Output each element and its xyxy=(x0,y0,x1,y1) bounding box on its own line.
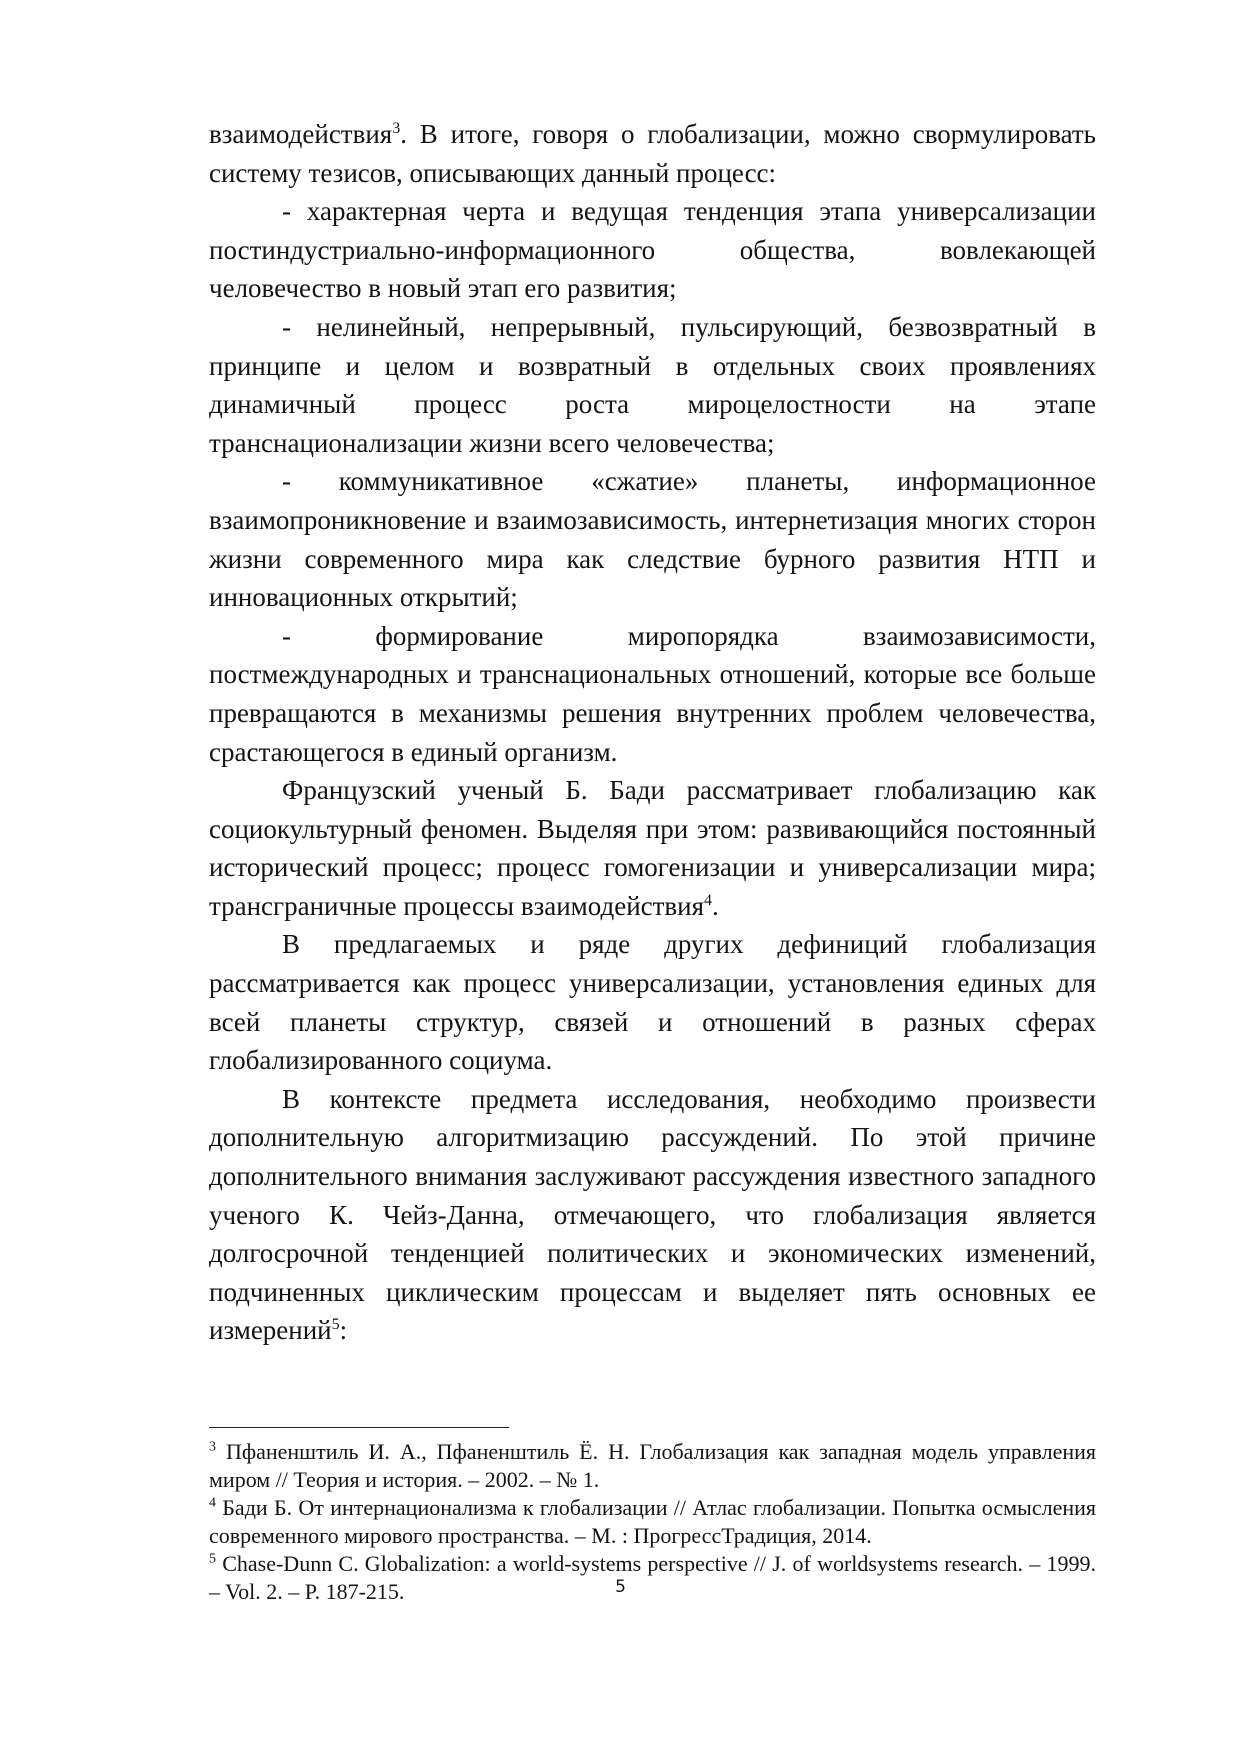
footnote-number: 5 xyxy=(209,1551,216,1567)
footnote-text: Chase-Dunn C. Globalization: a world-systems perspective // J. of worldsystems research. – 1999. – Vol. 2. – P. 187-215. xyxy=(209,1551,1096,1604)
paragraph-continuation xyxy=(209,115,1096,192)
paragraph-text: Французский ученый Б. Бади рассматривает глобализацию как социокультурный феномен. Выделяя при этом: развивающийся постоянный исторический процесс; процесс гомогенизации и универсализации мира; трансграничные процессы взаимодействия xyxy=(209,775,1096,921)
footnote xyxy=(209,1438,1096,1494)
paragraph xyxy=(209,1080,1096,1350)
footnote-ref-3[interactable]: 3 xyxy=(392,120,401,137)
thesis-item: - характерная черта и ведущая тенденция этапа универсализации постиндустриально-информационного общества, вовлекающей человечество в новый этап его развития; xyxy=(209,196,1096,304)
footnote xyxy=(209,1494,1096,1550)
page-number: 5 xyxy=(615,1577,626,1597)
paragraph-text: взаимодействия xyxy=(209,119,393,149)
thesis-item: - нелинейный, непрерывный, пульсирующий, безвозвратный в принципе и целом и возвратный в отдельных своих проявлениях динамичный процесс роста мироцелостности на этапе транснационализации жизни всего человечества; xyxy=(209,311,1096,458)
body-text xyxy=(209,115,1096,1350)
paragraph-tail: . В итоге, говоря о глобализации, можно свормулировать систему тезисов, описывающих данный процесс: xyxy=(209,119,1096,188)
footnote-text: Бади Б. От интернационализма к глобализации // Атлас глобализации. Попытка осмысления современного мирового пространства. – М. : ПрогрессТрадиция, 2014. xyxy=(209,1495,1096,1548)
thesis-item: - формирование миропорядка взаимозависимости, постмеждународных и транснациональных отношений, которые все больше превращаются в механизмы решения внутренних проблем человечества, срастающегося в единый организм. xyxy=(209,620,1096,767)
paragraph-tail: . xyxy=(712,890,719,921)
paragraph-text: В контексте предмета исследования, необходимо произвести дополнительную алгоритмизацию рассуждений. По этой причине дополнительного внимания заслуживают рассуждения известного западного ученого К. Чейз-Данна, отмечающего, что глобализация является долгосрочной тенденцией политических и экономических изменений, подчиненных циклическим процессам и выделяет пять основных ее измерений xyxy=(209,1083,1096,1346)
paragraph: В предлагаемых и ряде других дефиниций глобализация рассматривается как процесс универсализации, установления единых для всей планеты структур, связей и отношений в разных сферах глобализированного социума. xyxy=(209,929,1096,1076)
paragraph-tail: : xyxy=(339,1315,348,1346)
footnote-number: 4 xyxy=(209,1495,216,1511)
footnote-number: 3 xyxy=(209,1439,216,1455)
footnote-separator xyxy=(209,1427,509,1428)
paragraph xyxy=(209,771,1096,925)
footnote-text: Пфаненштиль И. А., Пфаненштиль Ё. Н. Глобализация как западная модель управления миром // Теория и история. – 2002. – № 1. xyxy=(209,1439,1096,1492)
thesis-item: - коммуникативное «сжатие» планеты, информационное взаимопроникновение и взаимозависимость, интернетизация многих сторон жизни современного мира как следствие бурного развития НТП и инновационных открытий; xyxy=(209,466,1096,613)
footnote-ref-5[interactable]: 5 xyxy=(331,1316,340,1334)
footnote-ref-4[interactable]: 4 xyxy=(704,891,713,909)
